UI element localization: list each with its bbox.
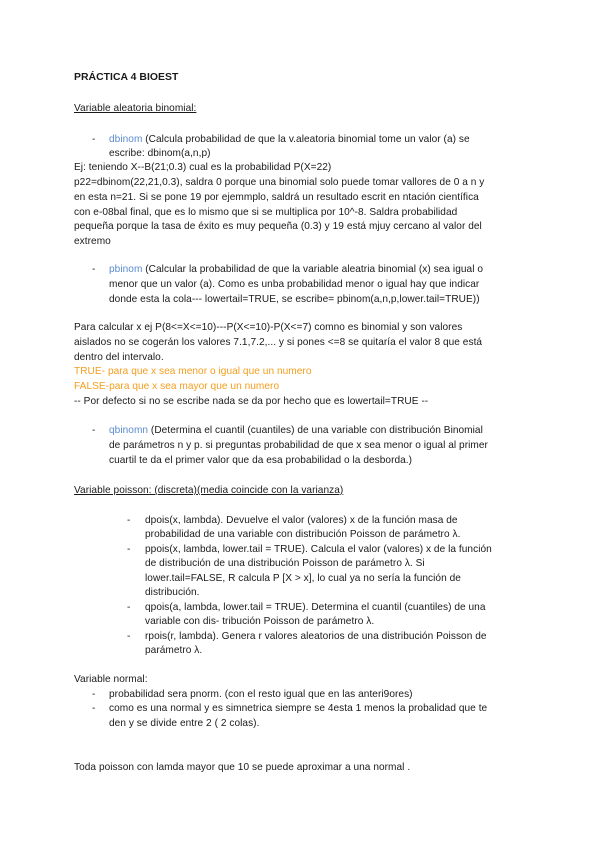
- interval-line: Para calcular x ej P(8<=X<=10)---P(X<=10)-P(X<=7) comno es binomial y son valores: [74, 322, 463, 333]
- dbinom-function-name: dbinom: [109, 134, 143, 145]
- example-line: en esta n=21. Si se pone 19 por ejemmplo, saldrá un resultado escrit en ntación científica: [74, 192, 479, 203]
- dbinom-line-1: dbinom (Calcula probabilidad de que la v.aleatoria binomial tome un valor (a) se: [109, 134, 470, 145]
- dpois-line: dpois(x, lambda). Devuelve el valor (valores) x de la función masa de: [145, 515, 458, 526]
- ppois-line: distribución.: [145, 587, 200, 598]
- bullet-dash: -: [127, 631, 131, 642]
- example-line: Ej: teniendo X--B(21;0.3) cual es la probabilidad P(X=22): [74, 162, 332, 173]
- pbinom-line-3: donde esta la cola--- lowertail=TRUE, se escribe= pbinom(a,n,p,lower.tail=TRUE)): [109, 294, 480, 305]
- pbinom-function-name: pbinom: [109, 264, 143, 275]
- qpois-line: variable con dis- tribución Poisson de parámetro λ.: [145, 616, 375, 627]
- rpois-line: parámetro λ.: [145, 645, 203, 656]
- example-line: con e-08bal final, que es lo mismo que si se multiplica por 10^-8. Saldra probabilidad: [74, 207, 458, 218]
- qbinom-function-name: qbinomn: [109, 425, 149, 436]
- interval-line: aislados no se cogerán los valores 7.1,7.2,... y si pones <=8 se quitaría el valor 8 que está: [74, 337, 483, 348]
- qpois-line: qpois(a, lambda, lower.tail = TRUE). Determina el cuantil (cuantiles) de una: [145, 602, 486, 613]
- symmetry-line: como es una normal y es simnetrica siempre se 4esta 1 menos la probalidad que te: [109, 703, 488, 714]
- bullet-dash: -: [127, 544, 131, 555]
- binomial-heading: Variable aleatoria binomial:: [74, 103, 197, 114]
- pnorm-line: probabilidad sera pnorm. (con el resto igual que en las anteri9ores): [109, 689, 413, 700]
- pbinom-line-1: pbinom (Calcular la probabilidad de que la variable aleatria binomial (x) sea igual o: [109, 264, 484, 275]
- bullet-dash: -: [92, 703, 96, 714]
- qbinom-line-2: de parámetros n y p. si preguntas probabilidad de que x sea menor o igual al primer: [109, 440, 488, 451]
- bullet-dash: -: [92, 689, 96, 700]
- symmetry-line: den y se divide entre 2 ( 2 colas).: [109, 718, 260, 729]
- dbinom-line-2: escribe: dbinom(a,n,p): [109, 148, 211, 159]
- dpois-line: probabilidad de una variable con distribución Poisson de parámetro λ.: [145, 529, 461, 540]
- poisson-heading: Variable poisson: (discreta)(media coincide con la varianza): [74, 485, 344, 496]
- bullet-dash: -: [92, 425, 96, 436]
- example-line: p22=dbinom(22,21,0.3), saldra 0 porque una binomial solo puede tomar vallores de 0 a n y: [74, 177, 485, 188]
- rpois-line: rpois(r, lambda). Genera r valores aleatorios de una distribución Poisson de: [145, 631, 487, 642]
- false-note: FALSE-para que x sea mayor que un numero: [74, 381, 280, 392]
- bullet-dash: -: [92, 134, 96, 145]
- qbinom-line-1: qbinomn (Determina el cuantil (cuantiles) de una variable con distribución Binomial: [109, 425, 483, 436]
- pbinom-line-2: menor que un valor (a). Como es unba probabilidad menor o igual hay que indicar: [109, 279, 480, 290]
- ppois-line: de distribución de una distribución Poisson de parámetro λ. Si: [145, 558, 425, 569]
- true-note: TRUE- para que x sea menor o igual que un numero: [74, 366, 312, 377]
- bullet-dash: -: [127, 602, 131, 613]
- example-line: pequeña porque la tasa de éxito es muy pequeña (0.3) y 19 está mjuy cercano al valor del: [74, 221, 482, 232]
- ppois-line: ppois(x, lambda, lower.tail = TRUE). Calcula el valor (valores) x de la función: [145, 544, 492, 555]
- default-note: -- Por defecto si no se escribe nada se da por hecho que es lowertail=TRUE --: [74, 396, 429, 407]
- interval-line: dentro del intervalo.: [74, 352, 164, 363]
- qbinom-line-3: cuartil te da el primer valor que da esa probabilidad o la desborda.): [109, 455, 413, 466]
- normal-heading: Variable normal:: [74, 674, 148, 685]
- example-line: extremo: [74, 236, 111, 247]
- bullet-dash: -: [127, 515, 131, 526]
- bullet-dash: -: [92, 264, 96, 275]
- ppois-line: lower.tail=FALSE, R calcula P [X > x], lo cual ya no sería la función de: [145, 573, 461, 584]
- closing-note: Toda poisson con lamda mayor que 10 se puede aproximar a una normal .: [74, 762, 411, 773]
- page-title: PRÁCTICA 4 BIOEST: [74, 72, 179, 83]
